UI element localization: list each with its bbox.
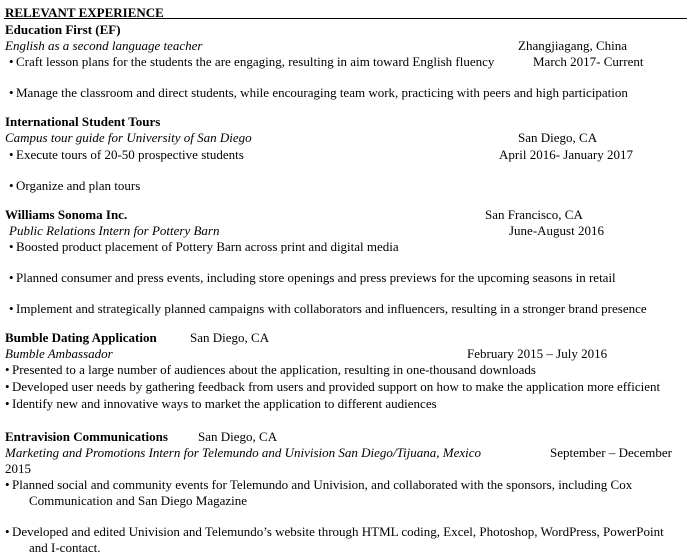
- job-location: San Francisco, CA: [485, 207, 583, 222]
- job-location: San Diego, CA: [518, 130, 598, 145]
- job-role-line: [0, 129, 691, 146]
- job-header: [0, 113, 691, 130]
- bullet-item: • Presented to a large number of audiences about the application, resulting in one-thousand downloads: [5, 362, 536, 377]
- bullet-item: • Planned social and community events for Telemundo and Univision, and collaborated with the sponsors, including Cox: [5, 477, 633, 492]
- job-role: Marketing and Promotions Intern for Telemundo and Univision San Diego/Tijuana, Mexico: [5, 445, 482, 460]
- job-role: English as a second language teacher: [5, 38, 203, 53]
- bullet-icon: •: [9, 178, 14, 193]
- job-dates-continued: 2015: [5, 461, 31, 476]
- bullet-item: • Planned consumer and press events, including store openings and press previews for the upcoming seasons in retail: [9, 270, 616, 285]
- section-rule: [4, 18, 687, 19]
- job-org: Education First (EF): [5, 22, 121, 37]
- bullet-continuation: and I-contact.: [29, 540, 101, 555]
- job-org: International Student Tours: [5, 114, 161, 129]
- job-location: San Diego, CA: [198, 429, 278, 444]
- bullet-icon: •: [5, 524, 10, 539]
- bullet-icon: •: [9, 85, 14, 100]
- job-role-line: [0, 444, 691, 461]
- bullet-item: • Craft lesson plans for the students the are engaging, resulting in aim toward English fluency March 2017- Current: [9, 54, 644, 69]
- job-location: San Diego, CA: [190, 330, 270, 345]
- bullet-item: • Manage the classroom and direct students, while encouraging team work, practicing with peers and high participation: [9, 85, 628, 100]
- job-org: Williams Sonoma Inc.: [5, 207, 128, 222]
- bullet-continuation: Communication and San Diego Magazine: [29, 493, 248, 508]
- job-header: [0, 21, 691, 38]
- job-org: Bumble Dating Application: [5, 330, 157, 345]
- bullet-item: • Identify new and innovative ways to market the application to different audiences: [5, 396, 437, 411]
- job-role: Public Relations Intern for Pottery Barn: [9, 223, 220, 238]
- job-dates: June-August 2016: [509, 223, 604, 238]
- bullet-icon: •: [9, 147, 14, 162]
- job-role: Campus tour guide for University of San Diego: [5, 130, 252, 145]
- bullet-icon: •: [9, 270, 14, 285]
- bullet-item: • Execute tours of 20-50 prospective students April 2016- January 2017: [9, 147, 633, 162]
- job-location: Zhangjiagang, China: [518, 38, 628, 53]
- bullet-icon: •: [9, 239, 14, 254]
- job-role-line: [0, 345, 691, 362]
- bullet-item: • Boosted product placement of Pottery Barn across print and digital media: [9, 239, 399, 254]
- bullet-icon: •: [9, 301, 14, 316]
- job-header: [0, 206, 691, 223]
- bullet-item: • Organize and plan tours: [9, 178, 141, 193]
- bullet-icon: •: [5, 379, 10, 394]
- bullet-item: • Developed user needs by gathering feedback from users and provided support on how to make the application more efficient: [5, 379, 661, 394]
- job-header: [0, 329, 691, 346]
- job-role-line: [0, 37, 691, 54]
- job-dates: September – December: [550, 445, 673, 460]
- job-role: Bumble Ambassador: [5, 346, 113, 361]
- job-org: Entravision Communications: [5, 429, 168, 444]
- bullet-icon: •: [5, 362, 10, 377]
- bullet-icon: •: [5, 477, 10, 492]
- bullet-icon: •: [9, 54, 14, 69]
- job-dates: March 2017- Current: [533, 54, 644, 69]
- job-dates: February 2015 – July 2016: [467, 346, 608, 361]
- bullet-item: • Developed and edited Univision and Telemundo’s website through HTML coding, Excel, Photoshop, WordPress, PowerPoint: [5, 524, 664, 539]
- job-header: [0, 428, 691, 445]
- job-dates: April 2016- January 2017: [499, 147, 633, 162]
- section-heading: RELEVANT EXPERIENCE: [5, 5, 164, 20]
- bullet-item: • Implement and strategically planned campaigns with collaborators and influencers, resulting in a stronger brand presence: [9, 301, 647, 316]
- job-role-line: [0, 222, 691, 239]
- bullet-icon: •: [5, 396, 10, 411]
